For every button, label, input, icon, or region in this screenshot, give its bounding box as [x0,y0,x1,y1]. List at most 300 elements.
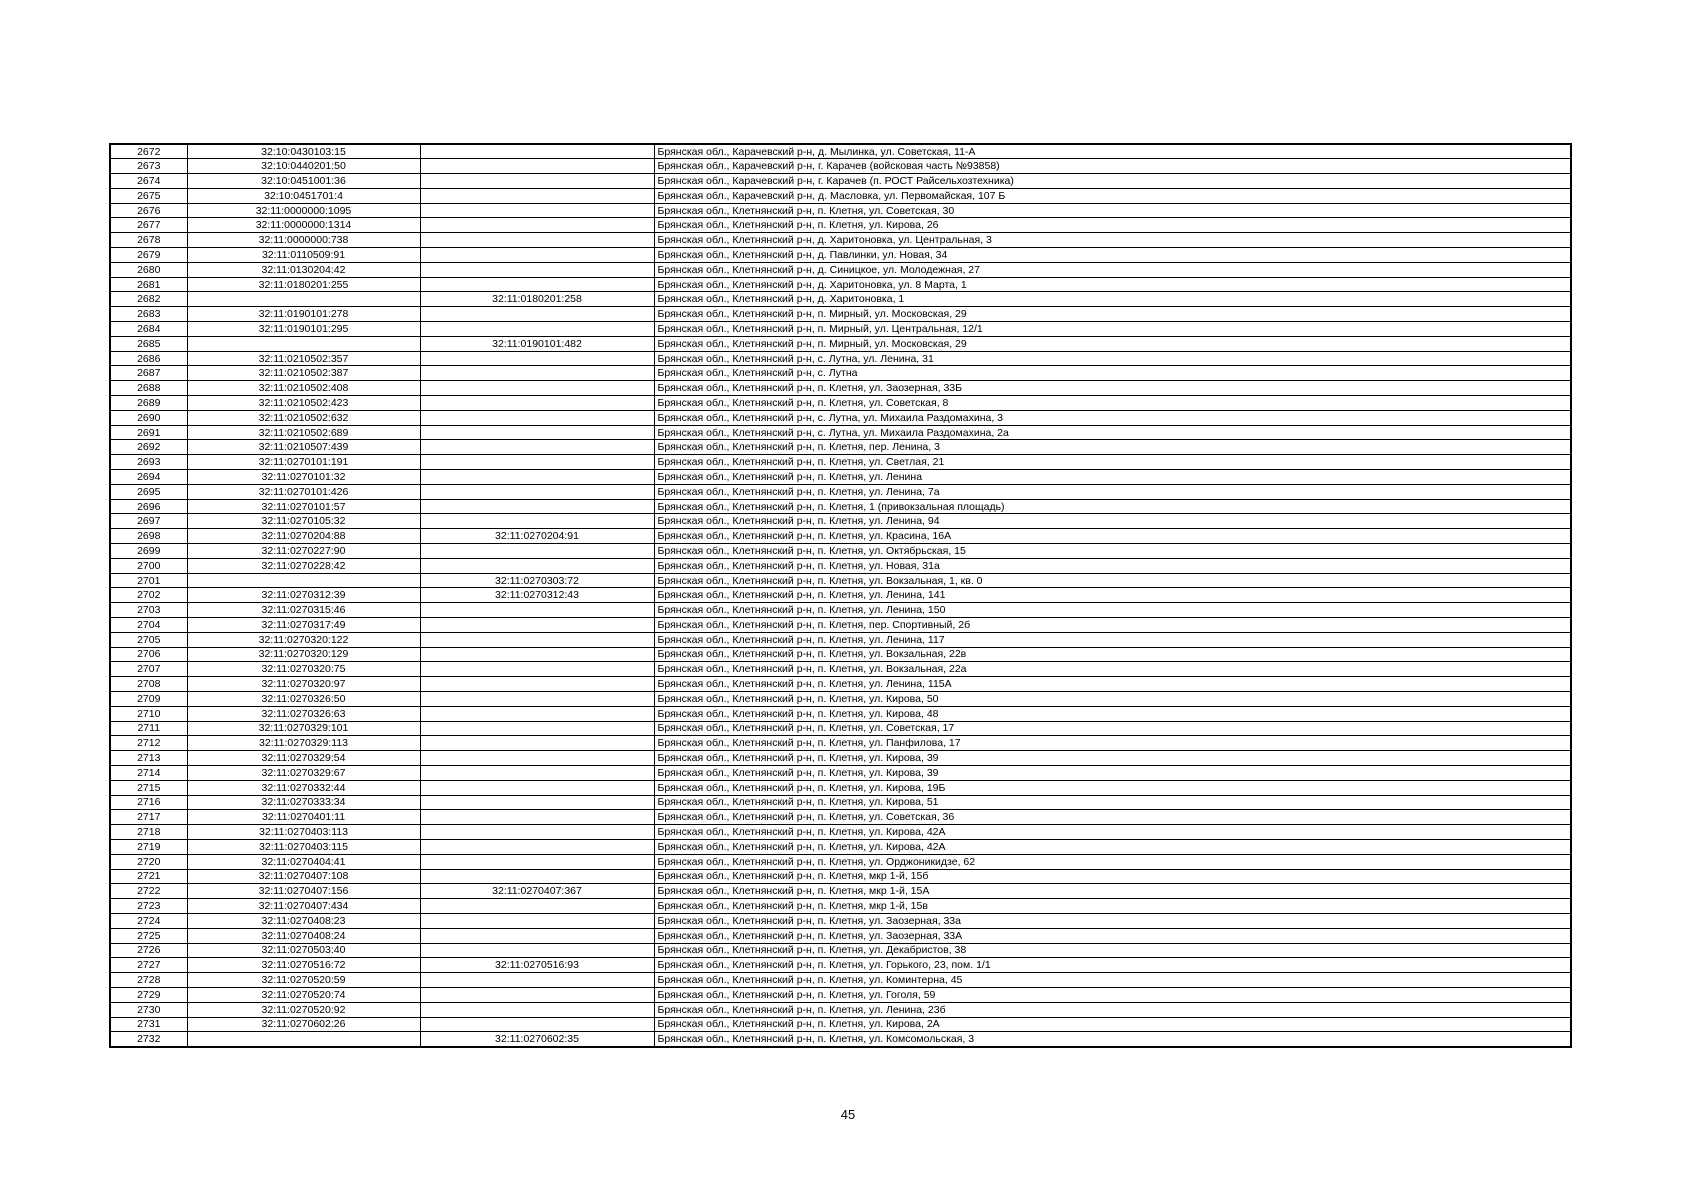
address-cell: Брянская обл., Клетнянский р-н, п. Клетня, ул. Кирова, 39 [654,765,1571,780]
table-row [110,277,1571,292]
address-cell: Брянская обл., Клетнянский р-н, п. Клетня, ул. Горького, 23, пом. 1/1 [654,958,1571,973]
cadastral-number-premise-cell [420,677,654,692]
table-row [110,869,1571,884]
cadastral-number-building-cell: 32:11:0270101:32 [187,470,420,485]
cadastral-number-premise-cell [420,632,654,647]
row-number-cell: 2715 [110,780,187,795]
cadastral-number-premise-cell [420,706,654,721]
table-row [110,336,1571,351]
address-cell: Брянская обл., Клетнянский р-н, п. Клетня, ул. Светлая, 21 [654,455,1571,470]
address-cell: Брянская обл., Клетнянский р-н, п. Клетня, пер. Ленина, 3 [654,440,1571,455]
row-number-cell: 2680 [110,262,187,277]
table-row [110,1017,1571,1032]
cadastral-number-building-cell: 32:11:0270408:23 [187,913,420,928]
cadastral-number-building-cell: 32:11:0130204:42 [187,262,420,277]
row-number-cell: 2711 [110,721,187,736]
cadastral-number-premise-cell [420,144,654,159]
cadastral-number-building-cell: 32:11:0270520:92 [187,1002,420,1017]
cadastral-number-building-cell: 32:11:0270516:72 [187,958,420,973]
row-number-cell: 2681 [110,277,187,292]
row-number-cell: 2712 [110,736,187,751]
table-row [110,825,1571,840]
address-cell: Брянская обл., Клетнянский р-н, п. Клетня, ул. Кирова, 39 [654,751,1571,766]
table-row [110,884,1571,899]
cadastral-number-building-cell: 32:10:0451701:4 [187,188,420,203]
address-cell: Брянская обл., Клетнянский р-н, п. Клетня, ул. Комсомольская, 3 [654,1032,1571,1047]
table-row [110,854,1571,869]
row-number-cell: 2725 [110,928,187,943]
cadastral-number-premise-cell [420,277,654,292]
cadastral-number-premise-cell [420,618,654,633]
table-row [110,203,1571,218]
cadastral-number-premise-cell [420,795,654,810]
cadastral-number-premise-cell [420,499,654,514]
cadastral-number-building-cell: 32:11:0270403:115 [187,839,420,854]
table-row [110,499,1571,514]
cadastral-number-premise-cell [420,973,654,988]
table-row [110,751,1571,766]
address-cell: Брянская обл., Клетнянский р-н, п. Клетня, ул. Советская, 17 [654,721,1571,736]
cadastral-number-building-cell: 32:11:0190101:278 [187,307,420,322]
row-number-cell: 2672 [110,144,187,159]
address-cell: Брянская обл., Клетнянский р-н, п. Клетня, ул. Ленина, 115А [654,677,1571,692]
cadastral-number-premise-cell [420,455,654,470]
row-number-cell: 2726 [110,943,187,958]
cadastral-number-building-cell: 32:11:0270320:97 [187,677,420,692]
cadastral-number-premise-cell [420,558,654,573]
address-cell: Брянская обл., Клетнянский р-н, п. Клетня, пер. Спортивный, 2б [654,618,1571,633]
table-row [110,262,1571,277]
address-cell: Брянская обл., Клетнянский р-н, п. Клетня, ул. Вокзальная, 1, кв. 0 [654,573,1571,588]
address-cell: Брянская обл., Клетнянский р-н, п. Клетня, ул. Кирова, 42А [654,825,1571,840]
address-cell: Брянская обл., Клетнянский р-н, п. Клетня, ул. Коминтерна, 45 [654,973,1571,988]
cadastral-number-premise-cell [420,410,654,425]
table-row [110,588,1571,603]
table-row [110,1002,1571,1017]
table-row [110,632,1571,647]
table-row [110,425,1571,440]
address-cell: Брянская обл., Клетнянский р-н, п. Клетня, ул. Кирова, 50 [654,691,1571,706]
row-number-cell: 2706 [110,647,187,662]
cadastral-number-premise-cell [420,899,654,914]
table-row [110,307,1571,322]
address-cell: Брянская обл., Клетнянский р-н, п. Клетня, ул. Советская, 30 [654,203,1571,218]
cadastral-number-building-cell: 32:11:0270329:101 [187,721,420,736]
address-cell: Брянская обл., Клетнянский р-н, п. Клетня, ул. Новая, 31а [654,558,1571,573]
table-row [110,351,1571,366]
row-number-cell: 2708 [110,677,187,692]
row-number-cell: 2716 [110,795,187,810]
cadastral-number-premise-cell [420,262,654,277]
address-cell: Брянская обл., Карачевский р-н, г. Карачев (п. РОСТ Райсельхозтехника) [654,174,1571,189]
table-row [110,810,1571,825]
row-number-cell: 2690 [110,410,187,425]
table-row [110,1032,1571,1047]
cadastral-number-premise-cell: 32:11:0190101:482 [420,336,654,351]
cadastral-number-premise-cell [420,470,654,485]
table-row [110,603,1571,618]
table-row [110,899,1571,914]
row-number-cell: 2723 [110,899,187,914]
cadastral-number-premise-cell [420,233,654,248]
table-row [110,233,1571,248]
cadastral-number-premise-cell [420,1002,654,1017]
row-number-cell: 2699 [110,544,187,559]
address-cell: Брянская обл., Клетнянский р-н, п. Клетня, 1 (привокзальная площадь) [654,499,1571,514]
row-number-cell: 2695 [110,484,187,499]
address-cell: Брянская обл., Клетнянский р-н, д. Харитоновка, ул. Центральная, 3 [654,233,1571,248]
cadastral-number-building-cell: 32:11:0270404:41 [187,854,420,869]
cadastral-number-building-cell: 32:11:0270320:122 [187,632,420,647]
cadastral-number-premise-cell: 32:11:0270407:367 [420,884,654,899]
address-cell: Брянская обл., Клетнянский р-н, с. Лутна [654,366,1571,381]
address-cell: Брянская обл., Клетнянский р-н, п. Клетня, ул. Ленина, 94 [654,514,1571,529]
row-number-cell: 2694 [110,470,187,485]
address-cell: Брянская обл., Клетнянский р-н, п. Клетня, ул. Кирова, 2А [654,1017,1571,1032]
row-number-cell: 2684 [110,322,187,337]
cadastral-number-building-cell: 32:11:0270315:46 [187,603,420,618]
address-cell: Брянская обл., Клетнянский р-н, п. Клетня, ул. Ленина, 141 [654,588,1571,603]
cadastral-number-premise-cell: 32:11:0270602:35 [420,1032,654,1047]
row-number-cell: 2714 [110,765,187,780]
cadastral-number-building-cell [187,573,420,588]
address-cell: Брянская обл., Клетнянский р-н, п. Клетня, ул. Ленина [654,470,1571,485]
table-row [110,366,1571,381]
cadastral-number-building-cell: 32:11:0270228:42 [187,558,420,573]
cadastral-number-building-cell: 32:11:0270332:44 [187,780,420,795]
cadastral-number-premise-cell: 32:11:0270204:91 [420,529,654,544]
table-row [110,647,1571,662]
cadastral-number-premise-cell [420,810,654,825]
row-number-cell: 2701 [110,573,187,588]
cadastral-number-building-cell: 32:11:0270333:34 [187,795,420,810]
cadastral-number-premise-cell [420,913,654,928]
cadastral-number-premise-cell [420,544,654,559]
table-row [110,721,1571,736]
cadastral-number-building-cell: 32:11:0210502:357 [187,351,420,366]
cadastral-number-premise-cell [420,174,654,189]
cadastral-number-premise-cell [420,603,654,618]
table-row [110,410,1571,425]
cadastral-number-premise-cell [420,854,654,869]
registry-body [110,144,1571,1047]
row-number-cell: 2683 [110,307,187,322]
address-cell: Брянская обл., Клетнянский р-н, п. Клетня, ул. Заозерная, 33Б [654,381,1571,396]
table-row [110,765,1571,780]
table-row [110,780,1571,795]
cadastral-number-building-cell: 32:11:0270227:90 [187,544,420,559]
row-number-cell: 2697 [110,514,187,529]
address-cell: Брянская обл., Клетнянский р-н, с. Лутна, ул. Михаила Раздомахина, 2а [654,425,1571,440]
cadastral-number-premise-cell [420,366,654,381]
address-cell: Брянская обл., Клетнянский р-н, п. Клетня, ул. Кирова, 51 [654,795,1571,810]
table-row [110,144,1571,159]
address-cell: Брянская обл., Клетнянский р-н, д. Павлинки, ул. Новая, 34 [654,248,1571,263]
row-number-cell: 2696 [110,499,187,514]
cadastral-number-building-cell: 32:11:0270101:57 [187,499,420,514]
row-number-cell: 2687 [110,366,187,381]
table-row [110,529,1571,544]
row-number-cell: 2713 [110,751,187,766]
cadastral-number-building-cell: 32:11:0270329:67 [187,765,420,780]
table-row [110,677,1571,692]
cadastral-number-premise-cell [420,736,654,751]
cadastral-number-premise-cell [420,307,654,322]
table-row [110,913,1571,928]
cadastral-number-premise-cell [420,1017,654,1032]
row-number-cell: 2675 [110,188,187,203]
cadastral-number-building-cell: 32:11:0270317:49 [187,618,420,633]
address-cell: Брянская обл., Клетнянский р-н, д. Харитоновка, 1 [654,292,1571,307]
table-row [110,396,1571,411]
table-row [110,514,1571,529]
row-number-cell: 2728 [110,973,187,988]
cadastral-number-building-cell: 32:11:0270408:24 [187,928,420,943]
cadastral-number-building-cell: 32:11:0210502:689 [187,425,420,440]
cadastral-number-building-cell: 32:10:0451001:36 [187,174,420,189]
address-cell: Брянская обл., Клетнянский р-н, п. Клетня, ул. Вокзальная, 22а [654,662,1571,677]
cadastral-number-building-cell: 32:11:0210502:423 [187,396,420,411]
table-row [110,736,1571,751]
cadastral-number-building-cell: 32:11:0270326:50 [187,691,420,706]
address-cell: Брянская обл., Клетнянский р-н, п. Клетня, ул. Ленина, 7а [654,484,1571,499]
table-row [110,928,1571,943]
cadastral-number-building-cell: 32:11:0190101:295 [187,322,420,337]
cadastral-number-premise-cell [420,751,654,766]
address-cell: Брянская обл., Карачевский р-н, г. Карачев (войсковая часть №93858) [654,159,1571,174]
cadastral-number-building-cell: 32:11:0000000:738 [187,233,420,248]
cadastral-number-building-cell: 32:11:0210502:408 [187,381,420,396]
table-row [110,958,1571,973]
address-cell: Брянская обл., Клетнянский р-н, с. Лутна, ул. Ленина, 31 [654,351,1571,366]
address-cell: Брянская обл., Клетнянский р-н, п. Клетня, ул. Панфилова, 17 [654,736,1571,751]
cadastral-number-premise-cell [420,203,654,218]
address-cell: Брянская обл., Клетнянский р-н, п. Клетня, ул. Советская, 36 [654,810,1571,825]
row-number-cell: 2679 [110,248,187,263]
address-cell: Брянская обл., Клетнянский р-н, п. Клетня, ул. Ленина, 117 [654,632,1571,647]
cadastral-number-building-cell: 32:11:0270407:434 [187,899,420,914]
row-number-cell: 2730 [110,1002,187,1017]
address-cell: Брянская обл., Клетнянский р-н, п. Клетня, ул. Ленина, 23б [654,1002,1571,1017]
cadastral-number-building-cell: 32:11:0270105:32 [187,514,420,529]
row-number-cell: 2704 [110,618,187,633]
row-number-cell: 2707 [110,662,187,677]
row-number-cell: 2685 [110,336,187,351]
cadastral-number-building-cell: 32:11:0000000:1095 [187,203,420,218]
cadastral-number-building-cell: 32:11:0270320:129 [187,647,420,662]
row-number-cell: 2700 [110,558,187,573]
cadastral-number-premise-cell [420,188,654,203]
address-cell: Брянская обл., Клетнянский р-н, п. Мирный, ул. Московская, 29 [654,307,1571,322]
cadastral-number-premise-cell [420,248,654,263]
row-number-cell: 2698 [110,529,187,544]
table-row [110,470,1571,485]
cadastral-number-building-cell [187,292,420,307]
cadastral-number-building-cell: 32:11:0270520:59 [187,973,420,988]
cadastral-number-premise-cell [420,159,654,174]
row-number-cell: 2693 [110,455,187,470]
address-cell: Брянская обл., Клетнянский р-н, п. Клетня, ул. Орджоникидзе, 62 [654,854,1571,869]
cadastral-number-premise-cell: 32:11:0270516:93 [420,958,654,973]
row-number-cell: 2674 [110,174,187,189]
row-number-cell: 2719 [110,839,187,854]
cadastral-number-premise-cell [420,825,654,840]
cadastral-number-premise-cell [420,351,654,366]
row-number-cell: 2722 [110,884,187,899]
address-cell: Брянская обл., Клетнянский р-н, п. Мирный, ул. Центральная, 12/1 [654,322,1571,337]
address-cell: Брянская обл., Клетнянский р-н, п. Клетня, ул. Кирова, 48 [654,706,1571,721]
table-row [110,618,1571,633]
cadastral-number-building-cell: 32:11:0210507:439 [187,440,420,455]
row-number-cell: 2673 [110,159,187,174]
address-cell: Брянская обл., Клетнянский р-н, п. Клетня, мкр 1-й, 15в [654,899,1571,914]
cadastral-number-premise-cell [420,943,654,958]
cadastral-number-building-cell: 32:11:0270403:113 [187,825,420,840]
address-cell: Брянская обл., Карачевский р-н, д. Мылинка, ул. Советская, 11-А [654,144,1571,159]
address-cell: Брянская обл., Клетнянский р-н, п. Клетня, ул. Красина, 16А [654,529,1571,544]
row-number-cell: 2689 [110,396,187,411]
address-cell: Брянская обл., Клетнянский р-н, п. Клетня, ул. Кирова, 42А [654,839,1571,854]
address-cell: Брянская обл., Клетнянский р-н, п. Клетня, ул. Заозерная, 33А [654,928,1571,943]
cadastral-number-premise-cell [420,514,654,529]
cadastral-number-premise-cell [420,928,654,943]
cadastral-number-premise-cell [420,218,654,233]
address-cell: Брянская обл., Клетнянский р-н, п. Клетня, ул. Вокзальная, 22в [654,647,1571,662]
row-number-cell: 2721 [110,869,187,884]
address-cell: Брянская обл., Клетнянский р-н, п. Клетня, ул. Октябрьская, 15 [654,544,1571,559]
row-number-cell: 2709 [110,691,187,706]
cadastral-number-building-cell: 32:10:0430103:15 [187,144,420,159]
address-cell: Брянская обл., Карачевский р-н, д. Масловка, ул. Первомайская, 107 Б [654,188,1571,203]
cadastral-number-building-cell: 32:11:0270401:11 [187,810,420,825]
cadastral-number-premise-cell [420,647,654,662]
table-row [110,573,1571,588]
table-row [110,292,1571,307]
cadastral-number-premise-cell [420,440,654,455]
table-row [110,218,1571,233]
cadastral-number-building-cell: 32:11:0270101:191 [187,455,420,470]
cadastral-number-building-cell: 32:11:0270312:39 [187,588,420,603]
cadastral-number-building-cell: 32:11:0180201:255 [187,277,420,292]
table-row [110,248,1571,263]
cadastral-number-building-cell: 32:11:0270407:156 [187,884,420,899]
row-number-cell: 2677 [110,218,187,233]
cadastral-number-building-cell: 32:11:0270407:108 [187,869,420,884]
row-number-cell: 2691 [110,425,187,440]
table-row [110,839,1571,854]
row-number-cell: 2718 [110,825,187,840]
cadastral-number-building-cell: 32:11:0270503:40 [187,943,420,958]
row-number-cell: 2729 [110,987,187,1002]
cadastral-number-premise-cell [420,987,654,1002]
table-row [110,795,1571,810]
cadastral-number-premise-cell [420,721,654,736]
cadastral-number-building-cell: 32:11:0210502:632 [187,410,420,425]
cadastral-number-building-cell: 32:11:0270204:88 [187,529,420,544]
address-cell: Брянская обл., Клетнянский р-н, п. Клетня, мкр 1-й, 15А [654,884,1571,899]
table-row [110,440,1571,455]
cadastral-number-building-cell [187,1032,420,1047]
address-cell: Брянская обл., Клетнянский р-н, п. Мирный, ул. Московская, 29 [654,336,1571,351]
row-number-cell: 2676 [110,203,187,218]
cadastral-number-premise-cell [420,662,654,677]
table-row [110,691,1571,706]
table-row [110,558,1571,573]
table-row [110,322,1571,337]
table-row [110,455,1571,470]
row-number-cell: 2678 [110,233,187,248]
address-cell: Брянская обл., Клетнянский р-н, п. Клетня, мкр 1-й, 15б [654,869,1571,884]
address-cell: Брянская обл., Клетнянский р-н, п. Клетня, ул. Ленина, 150 [654,603,1571,618]
cadastral-number-premise-cell [420,484,654,499]
cadastral-number-building-cell: 32:11:0000000:1314 [187,218,420,233]
row-number-cell: 2686 [110,351,187,366]
cadastral-number-building-cell [187,336,420,351]
cadastral-number-building-cell: 32:11:0110509:91 [187,248,420,263]
address-cell: Брянская обл., Клетнянский р-н, п. Клетня, ул. Советская, 8 [654,396,1571,411]
table-row [110,662,1571,677]
cadastral-number-building-cell: 32:11:0270326:63 [187,706,420,721]
row-number-cell: 2732 [110,1032,187,1047]
address-cell: Брянская обл., Клетнянский р-н, с. Лутна, ул. Михаила Раздомахина, 3 [654,410,1571,425]
cadastral-number-building-cell: 32:11:0270329:113 [187,736,420,751]
table-row [110,544,1571,559]
row-number-cell: 2692 [110,440,187,455]
cadastral-number-building-cell: 32:11:0210502:387 [187,366,420,381]
table-row [110,973,1571,988]
table-row [110,987,1571,1002]
row-number-cell: 2710 [110,706,187,721]
table-row [110,381,1571,396]
cadastral-number-building-cell: 32:11:0270329:54 [187,751,420,766]
cadastral-number-premise-cell: 32:11:0270312:43 [420,588,654,603]
cadastral-number-building-cell: 32:11:0270320:75 [187,662,420,677]
cadastral-number-building-cell: 32:11:0270520:74 [187,987,420,1002]
row-number-cell: 2688 [110,381,187,396]
table-row [110,943,1571,958]
cadastral-number-premise-cell: 32:11:0270303:72 [420,573,654,588]
row-number-cell: 2702 [110,588,187,603]
table-row [110,484,1571,499]
cadastral-number-building-cell: 32:10:0440201:50 [187,159,420,174]
cadastral-number-premise-cell [420,322,654,337]
cadastral-number-premise-cell [420,869,654,884]
row-number-cell: 2705 [110,632,187,647]
address-cell: Брянская обл., Клетнянский р-н, п. Клетня, ул. Гоголя, 59 [654,987,1571,1002]
cadastral-number-premise-cell [420,691,654,706]
row-number-cell: 2720 [110,854,187,869]
table-row [110,174,1571,189]
page-number: 45 [840,1107,856,1122]
cadastral-number-premise-cell: 32:11:0180201:258 [420,292,654,307]
address-cell: Брянская обл., Клетнянский р-н, п. Клетня, ул. Кирова, 26 [654,218,1571,233]
table-row [110,706,1571,721]
cadastral-number-building-cell: 32:11:0270602:26 [187,1017,420,1032]
cadastral-number-premise-cell [420,396,654,411]
cadastral-number-premise-cell [420,765,654,780]
cadastral-number-premise-cell [420,425,654,440]
address-cell: Брянская обл., Клетнянский р-н, п. Клетня, ул. Заозерная, 33а [654,913,1571,928]
row-number-cell: 2727 [110,958,187,973]
row-number-cell: 2731 [110,1017,187,1032]
table-row [110,159,1571,174]
address-cell: Брянская обл., Клетнянский р-н, п. Клетня, ул. Декабристов, 38 [654,943,1571,958]
cadastral-number-building-cell: 32:11:0270101:426 [187,484,420,499]
property-registry-table [109,143,1572,1048]
table-row [110,188,1571,203]
address-cell: Брянская обл., Клетнянский р-н, д. Синицкое, ул. Молодежная, 27 [654,262,1571,277]
row-number-cell: 2682 [110,292,187,307]
